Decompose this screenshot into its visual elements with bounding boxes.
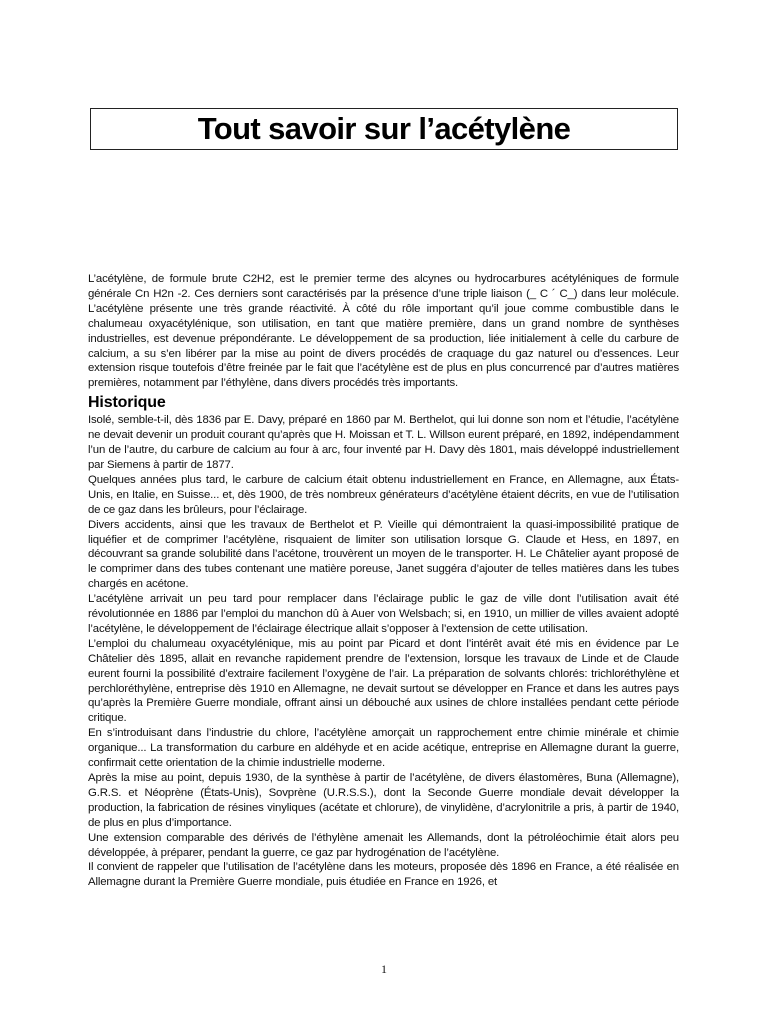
page-title: Tout savoir sur l’acétylène [197, 111, 571, 146]
paragraph: Une extension comparable des dérivés de l’éthylène amenait les Allemands, dont la pétroléochimie était alors peu développée, à préparer, pendant la guerre, ce gaz par hydrogénation de l’acétylène. [88, 831, 679, 859]
paragraph: Isolé, semble-t-il, dès 1836 par E. Davy, préparé en 1860 par M. Berthelot, qui lui donne son nom et l’étudie, l’acétylène ne devait devenir un produit courant qu’après que H. Moissan et T. L. Willson eurent préparé, en 1892, indépendamment l’un de l’autre, du carbure de calcium au four à arc, four inventé par H. Davy dès 1801, mais développé industriellement par Siemens à partir de 1877. [88, 414, 679, 471]
paragraph: Quelques années plus tard, le carbure de calcium était obtenu industriellement en France, en Allemagne, aux États-Unis, en Italie, en Suisse... et, dès 1900, de très nombreux générateurs d’acétylène étaient décrits, en vue de l’utilisation de ce gaz dans les brûleurs, pour l’éclairage. [88, 473, 679, 516]
page-number: 1 [381, 962, 387, 976]
paragraph: En s’introduisant dans l’industrie du chlore, l’acétylène amorçait un rapprochement entre chimie minérale et chimie organique... La transformation du carbure en aldéhyde et en acide acétique, entreprise en Allemagne durant la guerre, confirmait cette orientation de la chimie industrielle moderne. [88, 727, 679, 770]
paragraph: Divers accidents, ainsi que les travaux de Berthelot et P. Vieille qui démontraient la quasi-impossibilité pratique de liquéfier et de comprimer l’acétylène, risquaient de limiter son utilisation lorsque G. Claude et Hess, en 1897, en découvrant sa grande solubilité dans l’acétone, trouvèrent un moyen de le transporter. H. Le Châtelier ayant proposé de le comprimer dans des tubes contenant une matière poreuse, Janet suggéra d’ajouter de telles matières dans les tubes chargés en acétone. [88, 518, 679, 591]
paragraph: Après la mise au point, depuis 1930, de la synthèse à partir de l’acétylène, de divers élastomères, Buna (Allemagne), G.R.S. et Néoprène (États-Unis), Sovprène (U.R.S.S.), dont la Seconde Guerre mondiale devait développer la production, la fabrication de résines vinyliques (acétate et chlorure), de vinylidène, d’acrylonitrile a pris, à partir de 1940, de plus en plus d’importance. [88, 772, 679, 829]
paragraph: L’acétylène arrivait un peu tard pour remplacer dans l’éclairage public le gaz de ville dont l’utilisation avait été révolutionnée en 1886 par l’emploi du manchon dû à Auer von Welsbach; si, en 1910, un millier de villes avaient adopté l’acétylène, le développement de l’éclairage électrique allait s’opposer à l’extension de cette utilisation. [88, 593, 679, 635]
section-heading-historique: Historique [88, 394, 166, 412]
paragraph: L’emploi du chalumeau oxyacétylénique, mis au point par Picard et dont l’intérêt avait été mis en évidence par Le Châtelier dès 1895, allait en revanche rapidement prendre de l’extension, lorsque les travaux de Linde et de Claude eurent fourni la possibilité d’extraire facilement l’oxygène de l’air. La préparation de solvants chlorés: trichloréthylène et perchloréthylène, entreprise dès 1910 en Allemagne, ne devait surtout se développer en France et dans les autres pays qu’après la Première Guerre mondiale, offrant ainsi un débouché aux usines de chlore installées pendant cette période critique. [88, 637, 679, 725]
title-box [90, 108, 678, 150]
paragraph: Il convient de rappeler que l’utilisation de l’acétylène dans les moteurs, proposée dès 1896 en France, a été réalisée en Allemagne durant la Première Guerre mondiale, puis étudiée en France en 1926, et [88, 861, 679, 889]
intro-paragraph: L’acétylène, de formule brute C2H2, est le premier terme des alcynes ou hydrocarbures acétyléniques de formule générale Cn H2n -2. Ces derniers sont caractérisés par la présence d’une triple liaison (_ C ´ C_) dans leur molécule. L’acétylène présente une très grande réactivité. À côté du rôle important qu’il joue comme combustible dans le chalumeau oxyacétylénique, son utilisation, en tant que matière première, dans un grand nombre de synthèses industrielles, est devenue prépondérante. Le développement de sa production, liée initialement à celle du carbure de calcium, a su s’en libérer par la mise au point de divers procédés de craquage du gaz naturel ou d’essences. Leur extension risque toutefois d’être freinée par le fait que l’acétylène est de plus en plus concurrencé par d’autres matières premières, notamment par l’éthylène, dans divers procédés très importants. [88, 273, 679, 390]
document-body [88, 272, 679, 890]
